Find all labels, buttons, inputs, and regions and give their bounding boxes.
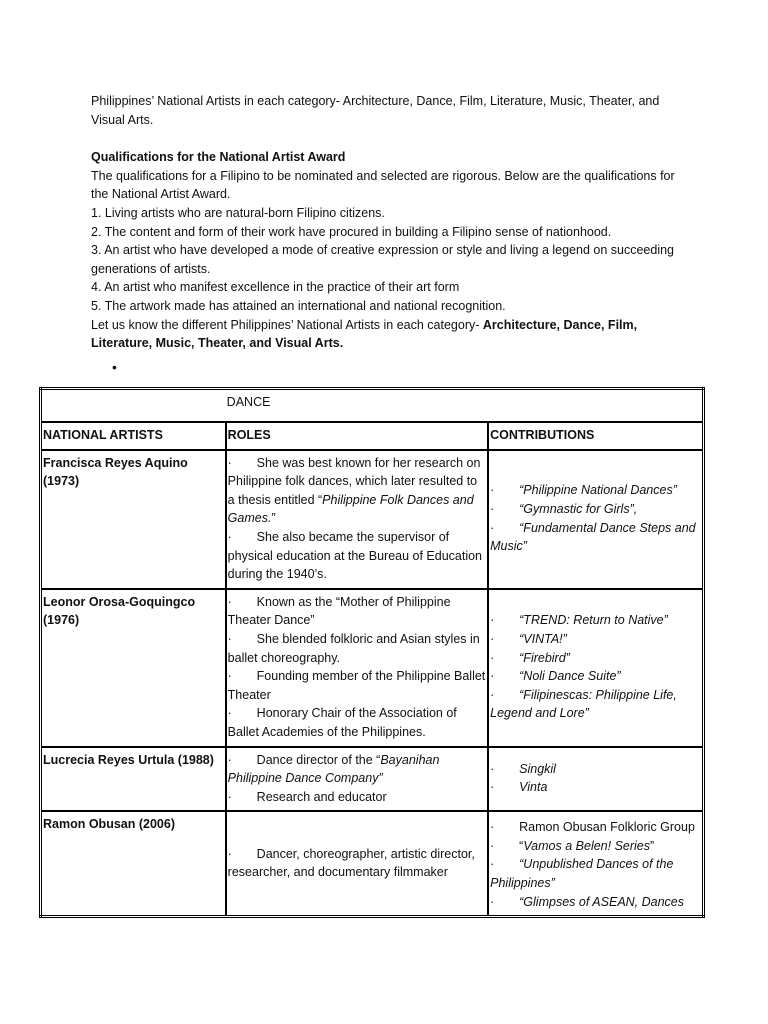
table-header-row <box>41 422 704 450</box>
list-item: · She was best known for her research on Philippine folk dances, which later resulted to a thesis entitled “Philippine Folk Dances and Games.” <box>227 455 481 526</box>
list-item: · “Philippine National Dances” <box>490 483 677 498</box>
table-title-row <box>41 389 704 423</box>
list-item: · Vinta <box>490 780 548 795</box>
header-national-artists: NATIONAL ARTISTS <box>41 422 226 450</box>
qualification-item: 5. The artwork made has attained an international and national recognition. <box>91 298 506 313</box>
header-roles: ROLES <box>226 422 488 450</box>
qualifications-paragraph: The qualifications for a Filipino to be nominated and selected are rigorous. Below are the qualifications for the National Artist Award. <box>91 168 675 202</box>
contributions-cell <box>488 811 703 916</box>
table-row <box>41 450 704 589</box>
table-title: DANCE <box>226 389 704 423</box>
qualification-item: 2. The content and form of their work have procured in building a Filipino sense of nationhood. <box>91 224 612 239</box>
roles-cell <box>226 589 488 747</box>
table-row <box>41 811 704 916</box>
artist-name: Lucrecia Reyes Urtula (1988) <box>41 747 226 812</box>
list-item: · “Vamos a Belen! Series” <box>490 838 655 853</box>
list-item: · “Filipinescas: Philippine Life, Legend and Lore” <box>490 687 677 721</box>
header-contributions: CONTRIBUTIONS <box>488 422 703 450</box>
closing-line: Let us know the different Philippines’ National Artists in each category- Architecture, Dance, Film, Literature, Music, Theater, and Visual Arts. <box>91 317 638 351</box>
list-item: · Known as the “Mother of Philippine Theater Dance” <box>227 594 451 628</box>
list-item: · “Noli Dance Suite” <box>490 669 621 684</box>
list-item: · Ramon Obusan Folkloric Group <box>490 820 695 835</box>
roles-cell <box>226 450 488 589</box>
list-item: · “Unpublished Dances of the Philippines” <box>490 857 674 891</box>
list-item: · “TREND: Return to Native” <box>490 613 668 628</box>
list-item: · “Gymnastic for Girls”, <box>490 502 638 517</box>
list-item: · “Glimpses of ASEAN, Dances <box>490 894 685 909</box>
list-item: · Founding member of the Philippine Ballet Theater <box>227 669 486 702</box>
list-item: · Dance director of the “Bayanihan Philippine Dance Company” <box>227 752 440 786</box>
qualification-item: 1. Living artists who are natural-born Filipino citizens. <box>91 205 385 220</box>
list-item: · “VINTA!” <box>490 631 567 646</box>
artist-name: Leonor Orosa-Goquingco (1976) <box>41 589 226 747</box>
qualifications-heading: Qualifications for the National Artist Award <box>91 150 346 165</box>
contributions-cell <box>488 747 703 812</box>
list-item: · Singkil <box>490 761 556 776</box>
roles-cell <box>226 811 488 916</box>
qualification-item: 4. An artist who manifest excellence in the practice of their art form <box>91 280 460 295</box>
contributions-cell <box>488 589 703 747</box>
empty-bullet: • <box>112 359 117 375</box>
table-row <box>41 589 704 747</box>
list-item: · Research and educator <box>227 789 387 804</box>
qualification-item: 3. An artist who have developed a mode of creative expression or style and living a legend on succeeding generations of artists. <box>91 243 675 276</box>
roles-cell <box>226 747 488 812</box>
contributions-cell <box>488 450 703 589</box>
list-item: · She blended folkloric and Asian styles in ballet choreography. <box>227 631 480 665</box>
dance-table <box>39 387 705 918</box>
artist-name: Francisca Reyes Aquino (1973) <box>41 450 226 589</box>
list-item: · Dancer, choreographer, artistic director, researcher, and documentary filmmaker <box>227 846 475 880</box>
artist-name: Ramon Obusan (2006) <box>41 811 226 916</box>
table-row <box>41 747 704 812</box>
intro-line: Philippines’ National Artists in each category- Architecture, Dance, Film, Literature, Music, Theater, and Visual Arts. <box>91 94 660 127</box>
list-item: · “Firebird” <box>490 650 570 665</box>
list-item: · She also became the supervisor of physical education at the Bureau of Education during the 1940’s. <box>227 529 483 582</box>
list-item: · “Fundamental Dance Steps and Music” <box>490 520 696 554</box>
list-item: · Honorary Chair of the Association of Ballet Academies of the Philippines. <box>227 706 457 739</box>
closing-bold: Architecture, Dance, Film, Literature, Music, Theater, and Visual Arts. <box>91 317 638 351</box>
intro-section <box>91 92 691 353</box>
